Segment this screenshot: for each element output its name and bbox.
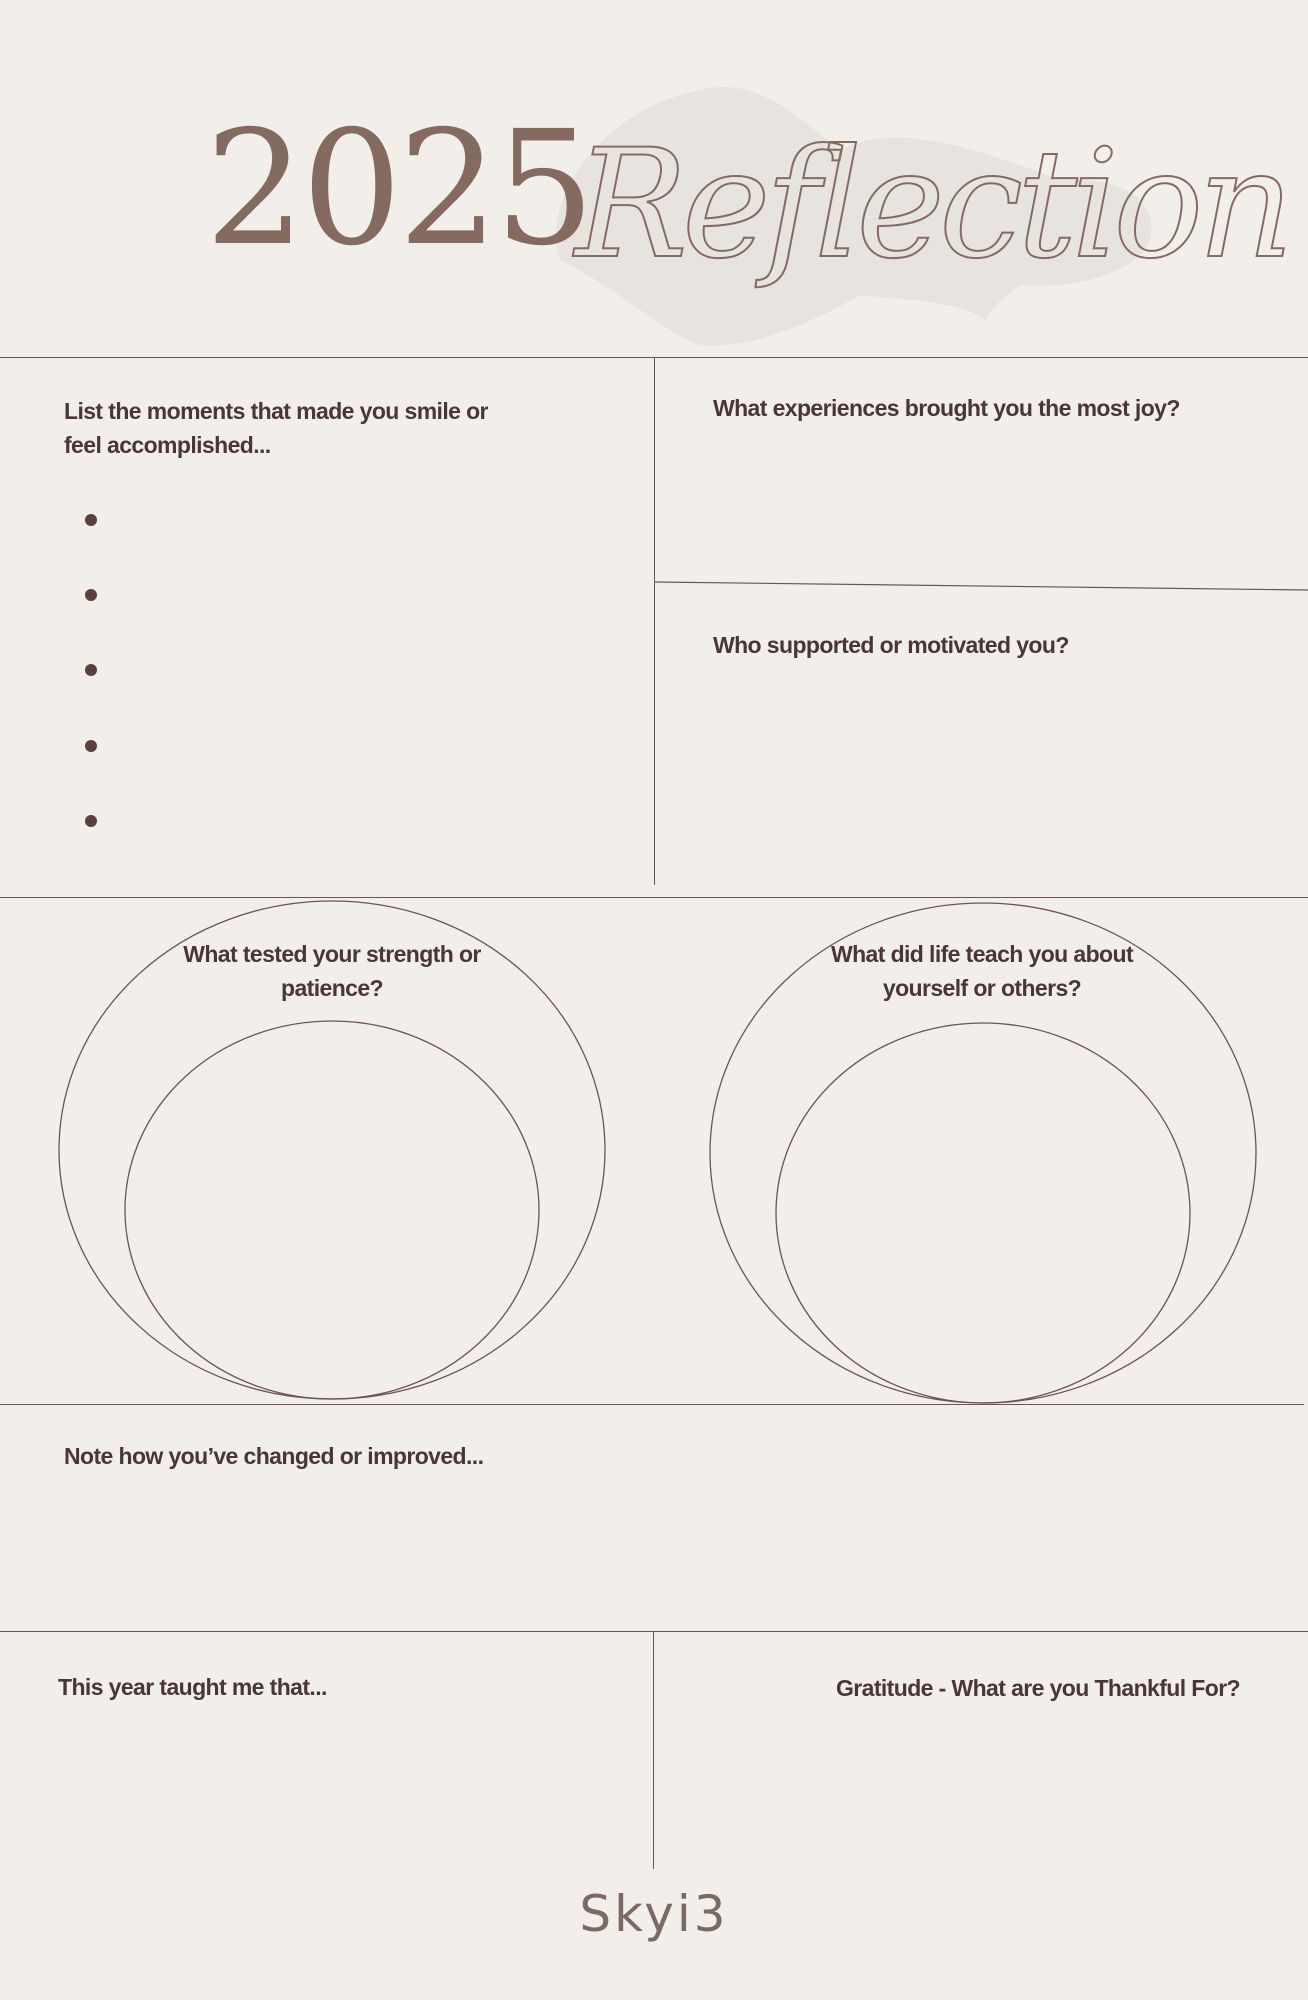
prompt-moments: List the moments that made you smile or feel accomplished... xyxy=(64,398,488,458)
bullet-2 xyxy=(85,589,97,601)
prompt-changed: Note how you’ve changed or improved... xyxy=(64,1443,484,1469)
title-word: Reflection xyxy=(575,118,1289,292)
title-year: 2025 xyxy=(205,97,592,281)
divider-bottom-vertical xyxy=(653,1631,654,1869)
circle-lessons-inner xyxy=(776,1023,1190,1403)
divider-bottom xyxy=(0,1631,1308,1632)
bullet-5 xyxy=(85,815,97,827)
bullet-3 xyxy=(85,664,97,676)
prompt-lessons: What did life teach you about yourself or others? xyxy=(830,941,1134,1001)
prompt-taught: This year taught me that... xyxy=(58,1674,327,1700)
circle-strength-inner xyxy=(125,1021,539,1399)
prompt-support: Who supported or motivated you? xyxy=(713,632,1069,658)
bullet-4 xyxy=(85,740,97,752)
brand-logo: Skyi3 xyxy=(579,1885,729,1943)
prompt-joy: What experiences brought you the most joy? xyxy=(713,395,1180,421)
prompt-gratitude: Gratitude - What are you Thankful For? xyxy=(836,1675,1240,1701)
prompt-strength: What tested your strength or patience? xyxy=(183,941,481,1001)
bullet-1 xyxy=(85,514,97,526)
